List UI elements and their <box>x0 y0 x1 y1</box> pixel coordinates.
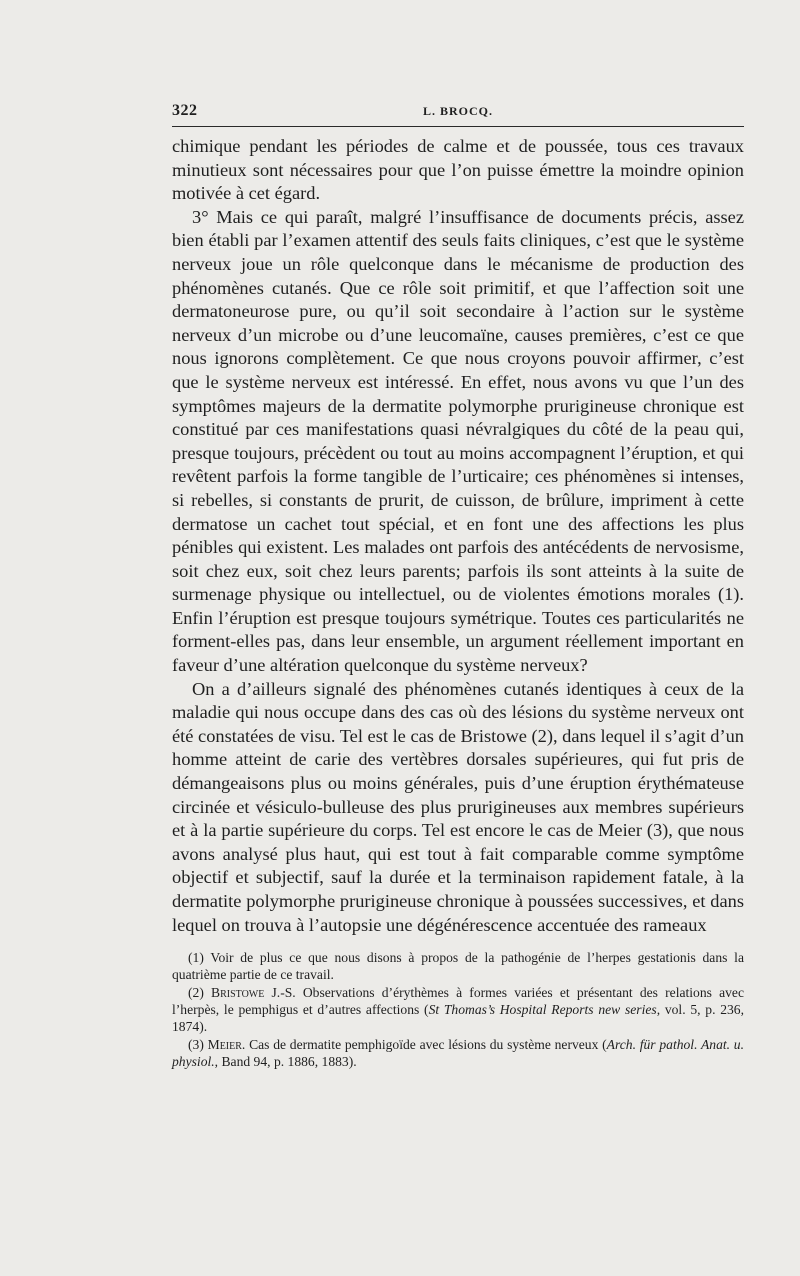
footnote-2 <box>172 984 744 1035</box>
footnote-1 <box>172 949 744 983</box>
footnote-text: , Band 94, p. 1886, 1883). <box>214 1054 357 1070</box>
footnote-author: Bristowe <box>211 985 265 1001</box>
body-text <box>172 135 744 937</box>
footnote-text: , vol. 5, p. 236, 1874). <box>172 1002 744 1035</box>
footnote-text: . Cas de dermatite pemphigoïde avec lésions du système nerveux ( <box>241 1037 607 1053</box>
footnotes <box>172 949 744 1070</box>
footnote-text: Voir de plus ce que nous disons à propos de la pathogénie de l’herpes gestationis dans la quatrième partie de ce travail. <box>172 950 744 983</box>
footnote-author: Meier <box>207 1037 242 1053</box>
footnote-mark: (2) <box>188 985 204 1001</box>
running-head <box>172 96 744 126</box>
paragraph-continuation: chimique pendant les périodes de calme et de poussée, tous ces travaux minutieux sont nécessaires pour que l’on puisse émettre la moindre opinion motivée à cet égard. <box>172 136 744 204</box>
footnote-mark: (3) <box>188 1037 204 1053</box>
footnote-journal: St Thomas’s Hospital Reports new series <box>428 1002 657 1018</box>
page-number: 322 <box>172 102 198 119</box>
book-page <box>172 96 744 1071</box>
footnote-text: J.-S. Observations d’érythèmes à formes variées et présentant des relations avec l’herpès, le pemphigus et d’autres affections ( <box>172 985 744 1018</box>
header-rule <box>172 126 744 127</box>
running-title: L. BROCQ. <box>422 104 493 118</box>
paragraph-point-3: 3° Mais ce qui paraît, malgré l’insuffisance de documents précis, assez bien établi par l’examen attentif des seuls faits cliniques, c’est que le système nerveux joue un rôle quelconque dans le mécanisme de production des phénomènes cutanés. Que ce rôle soit primitif, et que l’affection soit une dermatoneurose pure, ou qu’il soit secondaire à l’action sur le système nerveux d’un microbe ou d’une leucomaïne, causes premières, c’est ce que nous ignorons complètement. Ce que nous croyons pouvoir affirmer, c’est que le système nerveux est intéressé. En effet, nous avons vu que l’un des symptômes majeurs de la dermatite polymorphe prurigineuse chronique est constitué par ces manifestations quasi névralgiques du côté de la peau qui, presque toujours, précèdent ou tout au moins accompagnent l’éruption, et qui revêtent parfois la forme tangible de l’urticaire; ces phénomènes si intenses, si rebelles, si constants de prurit, de cuisson, de brûlure, impriment à cette dermatose un cachet tout spécial, et en font une des affections les plus pénibles qui existent. Les malades ont parfois des antécédents de nervosisme, soit chez eux, soit chez leurs parents; parfois ils sont atteints à la suite de surmenage physique ou intellectuel, ou de violentes émotions morales (1). Enfin l’éruption est presque toujours symétrique. Toutes ces particularités ne forment-elles pas, dans leur ensemble, un argument réellement important en faveur d’une altération quelconque du système nerveux? <box>172 206 744 676</box>
footnote-3 <box>172 1036 744 1070</box>
footnote-journal: Arch. für pathol. Anat. u. physiol. <box>172 1037 745 1070</box>
paragraph-cases: On a d’ailleurs signalé des phénomènes cutanés identiques à ceux de la maladie qui nous occupe dans des cas où des lésions du système nerveux ont été constatées de visu. Tel est le cas de Bristowe (2), dans lequel il s’agit d’un homme atteint de carie des vertèbres dorsales supérieures, qui fut pris de démangeaisons plus ou moins générales, puis d’une éruption érythémateuse circinée et vésiculo-bulleuse des plus prurigineuses aux membres supérieurs et à la partie supérieure du corps. Tel est encore le cas de Meier (3), que nous avons analysé plus haut, qui est tout à fait comparable comme symptôme objectif et subjectif, sauf la durée et la terminaison rapidement fatale, à la dermatite polymorphe prurigineuse chronique à poussées successives, et dans lequel on trouva à l’autopsie une dégénérescence accentuée des rameaux <box>172 678 744 935</box>
footnote-mark: (1) <box>188 950 204 966</box>
